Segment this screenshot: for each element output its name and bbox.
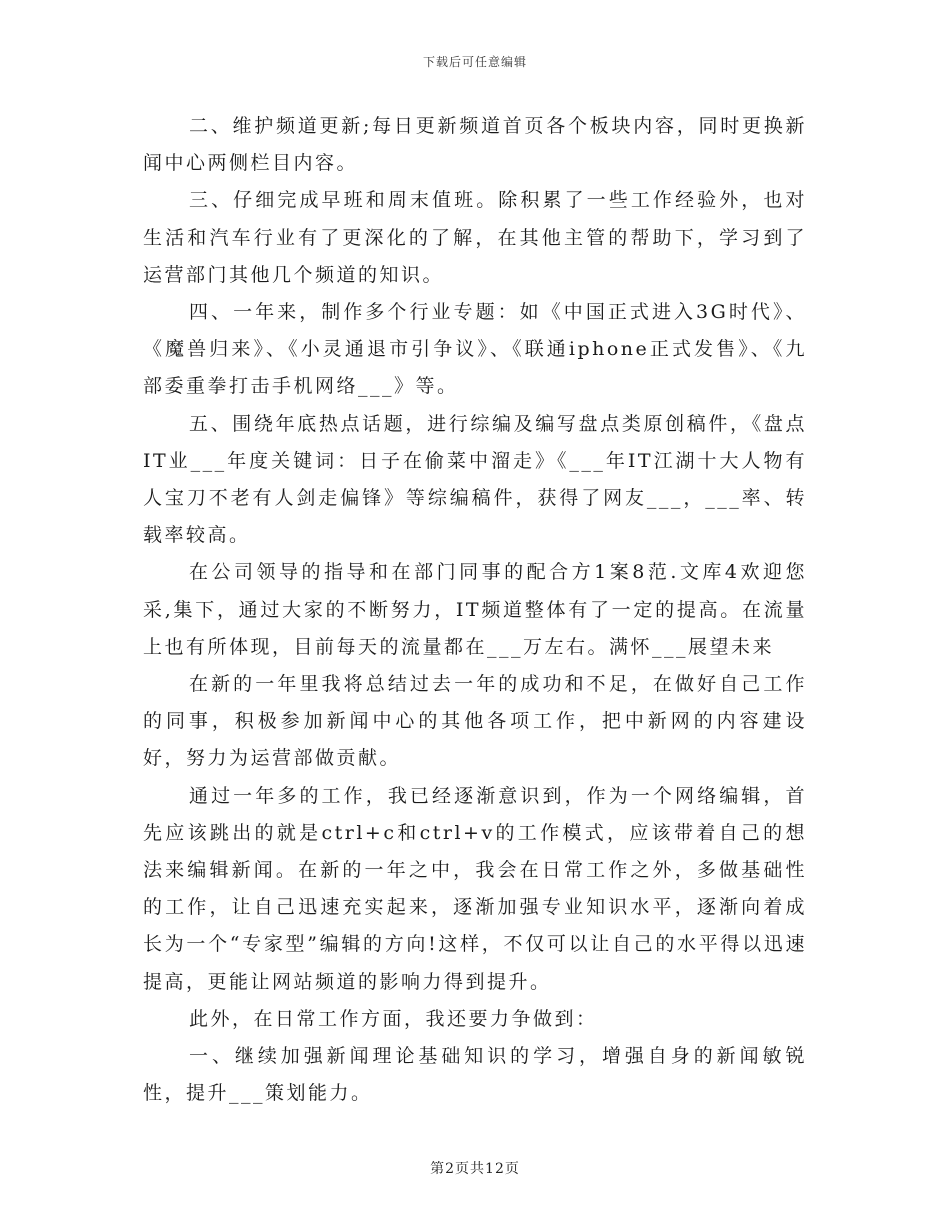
page-number: 第2页共12页 (430, 1161, 520, 1177)
paragraph: 通过一年多的工作，我已经逐渐意识到，作为一个网络编辑，首先应该跳出的就是ctrl+c和ctrl+v的工作模式，应该带着自己的想法来编辑新闻。在新的一年之中，我会在日常工作之外，多做基础性的工作，让自己迅速充实起来，逐渐加强专业知识水平，逐渐向着成长为一个“专家型”编辑的方向!这样，不仅可以让自己的水平得以迅速提高，更能让网站频道的影响力得到提升。 (143, 784, 807, 993)
paragraph: 四、一年来，制作多个行业专题：如《中国正式进入3G时代》、《魔兽归来》、《小灵通退市引争议》、《联通iphone正式发售》、《九部委重拳打击手机网络___》等。 (143, 301, 807, 398)
paragraph: 一、继续加强新闻理论基础知识的学习，增强自身的新闻敏锐性，提升___策划能力。 (143, 1045, 807, 1105)
paragraph: 二、维护频道更新;每日更新频道首页各个板块内容，同时更换新闻中心两侧栏目内容。 (143, 115, 807, 175)
paragraph: 五、围绕年底热点话题，进行综编及编写盘点类原创稿件，《盘点IT业___年度关键词：日子在偷菜中溜走》《___年IT江湖十大人物有人宝刀不老有人剑走偏锋》等综编稿件，获得了网友___，___率、转载率较高。 (143, 412, 807, 547)
page-header-note: 下载后可任意编辑 (422, 55, 527, 69)
paragraph: 在公司领导的指导和在部门同事的配合方1案8范.文库4欢迎您采,集下，通过大家的不断努力，IT频道整体有了一定的提高。在流量上也有所体现，目前每天的流量都在___万左右。满怀___展望未来 (143, 561, 807, 658)
paragraph: 此外，在日常工作方面，我还要力争做到： (189, 1007, 598, 1030)
paragraph: 三、仔细完成早班和周末值班。除积累了一些工作经验外，也对生活和汽车行业有了更深化的了解，在其他主管的帮助下，学习到了运营部门其他几个频道的知识。 (143, 189, 807, 286)
paragraph: 在新的一年里我将总结过去一年的成功和不足，在做好自己工作的同事，积极参加新闻中心的其他各项工作，把中新网的内容建设好，努力为运营部做贡献。 (143, 673, 807, 770)
document-body (143, 108, 807, 1112)
